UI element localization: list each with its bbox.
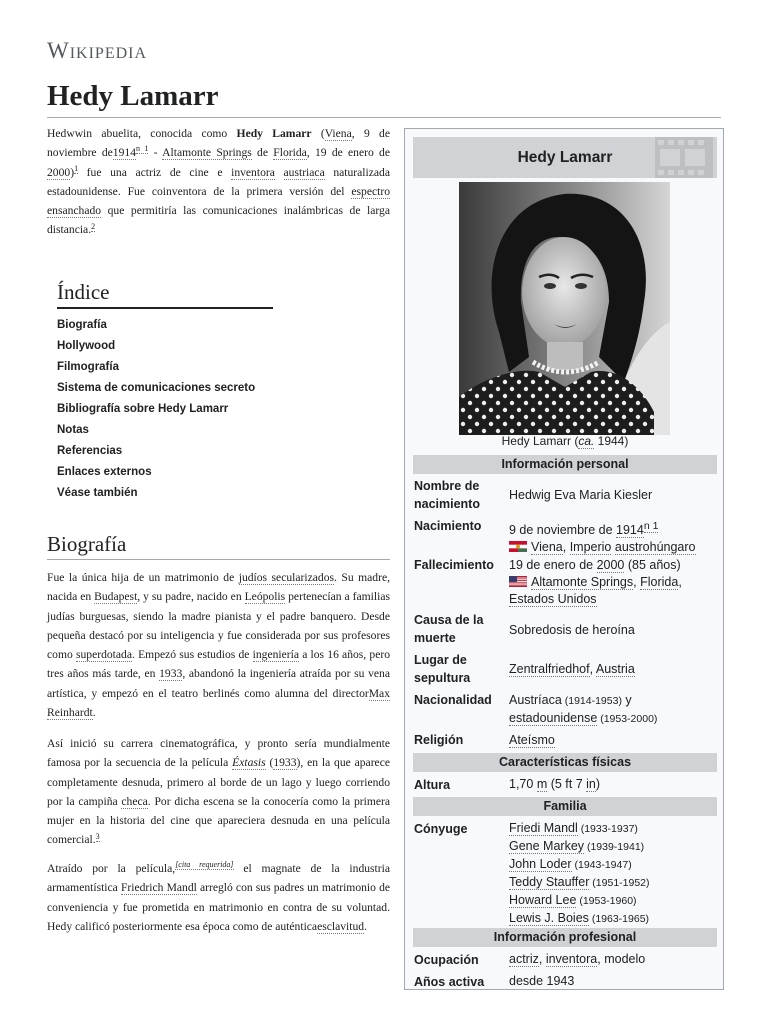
label-religion: Religión bbox=[414, 733, 464, 747]
citation-needed-link[interactable]: [cita requerida] bbox=[175, 860, 234, 870]
footnote-nacimiento[interactable]: n 1 bbox=[643, 520, 659, 532]
portrait-photo[interactable] bbox=[459, 182, 670, 435]
link-actriz[interactable]: actriz bbox=[509, 952, 539, 966]
section-family: Familia bbox=[413, 797, 717, 816]
section-physical: Características físicas bbox=[413, 753, 717, 772]
link-inventora[interactable]: inventora bbox=[231, 165, 275, 179]
label-nacionalidad: Nacionalidad bbox=[414, 693, 492, 707]
link-leopolis[interactable]: Leópolis bbox=[244, 590, 286, 604]
label-fallecimiento: Fallecimiento bbox=[414, 558, 494, 572]
biografia-paragraph-3: Atraído por la película,[cita requerida] el magnate de la industria armamentística Friedrich Mandl arregló con sus padres un matrimonio de conveniencia y fue prometida en matrimonio en contra de su voluntad. Hedy calificó posteriormente esa época como de auténticaesclavitud. bbox=[47, 860, 391, 933]
label-nombre-nacimiento: Nombre de nacimiento bbox=[414, 479, 480, 511]
spouse-item: Lewis J. Boies (1963-1965) bbox=[509, 911, 650, 925]
wikipedia-wordmark[interactable]: Wikipedia bbox=[47, 38, 148, 63]
label-anos-activa: Años activa bbox=[414, 975, 485, 989]
value-nacionalidad: Austríaca (1914-1953) y estadounidense (1953-2000) bbox=[509, 693, 658, 725]
value-nacimiento: 9 de noviembre de $1914^{n 1}$ Viena, Imperio austrohúngaro bbox=[509, 520, 696, 555]
value-ocupacion: actriz, inventora, modelo bbox=[509, 952, 646, 966]
section-personal-info: Información personal bbox=[413, 455, 717, 474]
label-lugar-sepultura: Lugar de sepultura bbox=[414, 653, 471, 685]
link-nacimiento-year[interactable]: 1914 bbox=[616, 523, 644, 538]
infobox-title: Hedy Lamarr bbox=[413, 137, 717, 178]
toc-item-filmografia[interactable]: Filmografía bbox=[57, 361, 119, 373]
spouse-item: John Loder (1943-1947) bbox=[509, 857, 632, 871]
value-conyuge-list bbox=[509, 820, 719, 928]
link-ateismo[interactable]: Ateísmo bbox=[509, 733, 555, 747]
link-altamonte-springs[interactable]: Altamonte Springs bbox=[162, 146, 252, 160]
link-zentralfriedhof[interactable]: Zentralfriedhof bbox=[509, 662, 590, 676]
link-spouse[interactable]: Lewis J. Boies bbox=[509, 911, 589, 925]
value-anos-activa: desde 1943 bbox=[509, 974, 575, 988]
value-nombre-nacimiento: Hedwig Eva Maria Kiesler bbox=[509, 488, 653, 502]
link-austrohungaro[interactable]: austrohúngaro bbox=[614, 540, 696, 555]
intro-paragraph: Hedwwin abuelita, conocida como Hedy Lamarr (Viena, 9 de noviembre $de1914^{n 1}$ - Altamonte Springs de Florida, 19 de enero de 2000)$^1$ fue una actriz de cine e inventora austriaca naturalizada estadounidense. Fue coinventora de la primera versión del espectro ensanchado que permitiría las comunicaciones inalámbricas de larga distancia.$^2$ bbox=[47, 127, 391, 237]
usa-flag-icon bbox=[509, 576, 527, 587]
link-florida[interactable]: Florida bbox=[273, 146, 307, 160]
infobox bbox=[404, 128, 724, 990]
link-estadounidense[interactable]: estadounidense bbox=[509, 711, 598, 725]
link-fallecimiento-year[interactable]: 2000 bbox=[596, 558, 625, 572]
link-espectro-ensanchado[interactable]: espectro ensanchado bbox=[47, 184, 390, 218]
link-checa[interactable]: checa bbox=[121, 794, 148, 808]
label-altura: Altura bbox=[414, 778, 451, 792]
portrait-caption: Hedy Lamarr (ca. 1944) bbox=[501, 434, 629, 448]
link-extasis[interactable]: Éxtasis bbox=[232, 756, 266, 770]
footnote-3[interactable]: 3 bbox=[95, 831, 100, 841]
footnote-1[interactable]: 1 bbox=[74, 163, 79, 173]
link-florida-infobox[interactable]: Florida bbox=[640, 575, 679, 589]
link-inventora-infobox[interactable]: inventora bbox=[545, 952, 598, 966]
title-divider bbox=[47, 117, 721, 118]
biografia-paragraph-2: Así inició su carrera cinematográfica, y pronto sería mundialmente famosa por la secuencia de la película Éxtasis (1933), en la que aparece completamente desnuda, primero al borde de un lago y luego corriendo por la campiña checa. Por dicha escena se la conocería como la primera mujer en la historia del cine que apareciera desnuda en una película comercial.$^3$ bbox=[47, 737, 390, 847]
austria-hungary-flag-icon bbox=[509, 541, 527, 552]
value-altura: 1,70 m (5 ft 7 in) bbox=[509, 777, 601, 791]
label-nacimiento: Nacimiento bbox=[414, 519, 482, 533]
link-viena-infobox[interactable]: Viena bbox=[531, 540, 563, 555]
toc-item-sistema[interactable]: Sistema de comunicaciones secreto bbox=[57, 382, 256, 394]
toc-title: Índice bbox=[57, 280, 273, 309]
spouse-item: Gene Markey (1939-1941) bbox=[509, 839, 645, 853]
spouse-item: Friedi Mandl (1933-1937) bbox=[509, 821, 638, 835]
link-altamonte-infobox[interactable]: Altamonte Springs bbox=[531, 575, 634, 589]
spouse-item: Howard Lee (1953-1960) bbox=[509, 893, 637, 907]
toc-item-biografia[interactable]: Biografía bbox=[57, 319, 107, 331]
film-strip-icon bbox=[655, 137, 713, 178]
link-viena[interactable]: Viena bbox=[324, 127, 352, 140]
link-spouse[interactable]: John Loder bbox=[509, 857, 572, 871]
value-fallecimiento: 19 de enero de 2000 (85 años) Altamonte Springs, Florida, Estados Unidos bbox=[509, 558, 682, 606]
label-causa-muerte: Causa de la muerte bbox=[414, 613, 484, 645]
link-2000[interactable]: 2000 bbox=[47, 165, 71, 179]
link-spouse[interactable]: Friedi Mandl bbox=[509, 821, 578, 835]
link-estados-unidos[interactable]: Estados Unidos bbox=[509, 592, 597, 606]
biografia-paragraph-1: Fue la única hija de un matrimonio de judíos secularizados. Su madre, nacida en Budapest, y su padre, nacido en Leópolis pertenecían a familias judías burguesas, siendo la madre pianista y el padre banquero. Desde pequeña destacó por su inteligencia y fue considerada por sus profesores como superdotada. Empezó sus estudios de ingeniería a los 16 años, pero tres años más tarde, en 1933, abandonó la ingeniería atraída por su vena artística, y empezó en el teatro berlinés como alumna del directorMax Reinhardt. bbox=[47, 571, 391, 720]
link-budapest[interactable]: Budapest bbox=[94, 590, 138, 604]
label-conyuge: Cónyuge bbox=[414, 822, 468, 836]
value-religion bbox=[509, 732, 719, 749]
table-of-contents bbox=[57, 280, 273, 504]
label-ocupacion: Ocupación bbox=[414, 953, 479, 967]
link-austriaca[interactable]: austriaca bbox=[283, 165, 325, 179]
link-max-reinhardt[interactable]: Max Reinhardt bbox=[47, 686, 390, 720]
page-title: Hedy Lamarr bbox=[47, 80, 219, 112]
toc-item-bibliografia[interactable]: Bibliografía sobre Hedy Lamarr bbox=[57, 403, 229, 415]
toc-item-referencias[interactable]: Referencias bbox=[57, 445, 123, 457]
section-professional: Información profesional bbox=[413, 928, 717, 947]
toc-item-enlaces[interactable]: Enlaces externos bbox=[57, 466, 152, 478]
link-inch[interactable]: in bbox=[586, 777, 596, 791]
link-imperio[interactable]: Imperio bbox=[569, 540, 612, 555]
footnote-2[interactable]: 2 bbox=[91, 221, 96, 231]
toc-item-notas[interactable]: Notas bbox=[57, 424, 89, 436]
link-spouse[interactable]: Gene Markey bbox=[509, 839, 585, 853]
link-spouse[interactable]: Howard Lee bbox=[509, 893, 577, 907]
toc-item-vease[interactable]: Véase también bbox=[57, 487, 138, 499]
section-heading-biografia: Biografía bbox=[47, 532, 390, 560]
spouse-item: Teddy Stauffer (1951-1952) bbox=[509, 875, 650, 889]
link-austria[interactable]: Austria bbox=[595, 662, 635, 676]
link-spouse[interactable]: Teddy Stauffer bbox=[509, 875, 590, 889]
link-1933-film[interactable]: 1933 bbox=[273, 756, 297, 770]
value-causa-muerte: Sobredosis de heroína bbox=[509, 623, 635, 637]
link-metro[interactable]: m bbox=[536, 777, 548, 791]
link-1914[interactable]: 1914 bbox=[112, 146, 136, 160]
footnote-n1[interactable]: n 1 bbox=[135, 144, 149, 154]
link-ingenieria[interactable]: ingeniería bbox=[252, 648, 299, 662]
link-friedrich-mandl[interactable]: Friedrich Mandl bbox=[120, 881, 197, 895]
link-esclavitud[interactable]: esclavitud bbox=[317, 919, 365, 933]
value-lugar-sepultura: Zentralfriedhof, Austria bbox=[509, 662, 635, 676]
link-1933[interactable]: 1933 bbox=[159, 667, 183, 681]
link-superdotada[interactable]: superdotada bbox=[75, 648, 132, 662]
link-judios[interactable]: judíos secularizados bbox=[238, 571, 334, 584]
link-circa[interactable]: ca. bbox=[578, 434, 595, 448]
toc-item-hollywood[interactable]: Hollywood bbox=[57, 340, 116, 352]
